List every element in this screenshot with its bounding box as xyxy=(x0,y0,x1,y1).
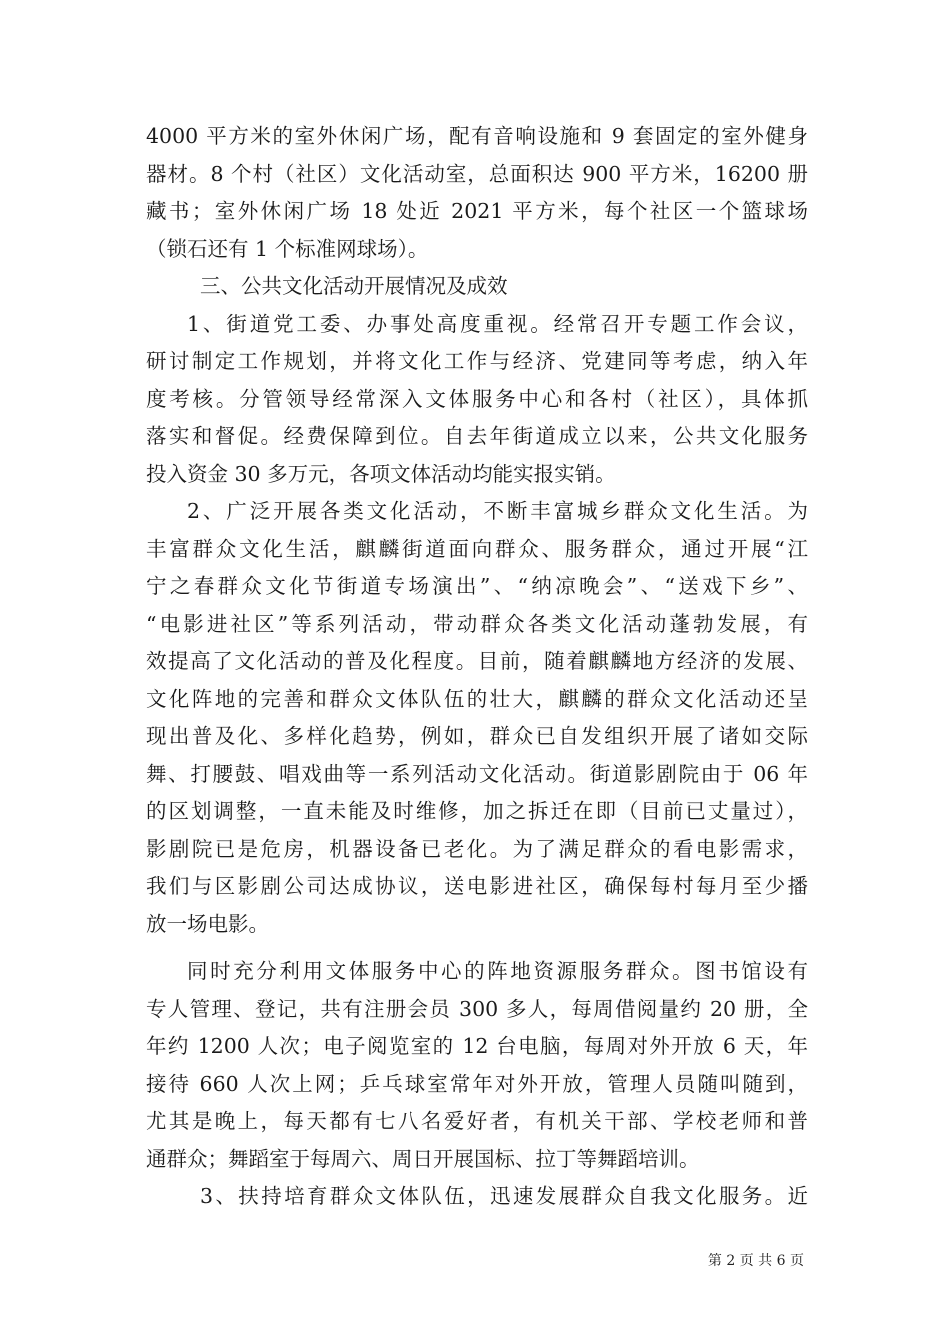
text-line: 度考核。分管领导经常深入文体服务中心和各村（社区），具体抓 xyxy=(146,386,808,411)
text-line: 投入资金 30 多万元，各项文体活动均能实报实销。 xyxy=(146,461,616,486)
text-line: 宁之春群众文化节街道专场演出”、“纳凉晚会”、“送戏下乡”、 xyxy=(146,574,808,598)
text-line: 的区划调整，一直未能及时维修，加之拆迁在即（目前已丈量过）， xyxy=(146,799,808,823)
text-line: 舞、打腰鼓、唱戏曲等一系列活动文化活动。街道影剧院由于 06 年 xyxy=(146,761,808,786)
text-line: 丰富群众文化生活，麒麟街道面向群众、服务群众，通过开展“江 xyxy=(146,536,808,561)
text-line: 效提高了文化活动的普及化程度。目前，随着麒麟地方经济的发展、 xyxy=(146,649,808,673)
section-heading: 三、公共文化活动开展情况及成效 xyxy=(200,274,508,298)
text-line: 接待 660 人次上网；乒乓球室常年对外开放，管理人员随叫随到， xyxy=(146,1071,808,1096)
text-line: 现出普及化、多样化趋势，例如，群众已自发组织开展了诸如交际 xyxy=(146,724,808,748)
text-line: 研讨制定工作规划，并将文化工作与经济、党建同等考虑，纳入年 xyxy=(146,349,808,373)
page-number: 第 2 页 共 6 页 xyxy=(707,1253,804,1269)
text-line: 器材。8 个村（社区）文化活动室，总面积达 900 平方米，16200 册 xyxy=(146,161,808,186)
text-line: 落实和督促。经费保障到位。自去年街道成立以来，公共文化服务 xyxy=(146,424,808,448)
text-line: 通群众；舞蹈室于每周六、周日开展国标、拉丁等舞蹈培训。 xyxy=(146,1146,700,1171)
text-line: 影剧院已是危房，机器设备已老化。为了满足群众的看电影需求， xyxy=(146,836,808,861)
text-line: “电影进社区”等系列活动，带动群众各类文化活动蓬勃发展，有 xyxy=(146,611,808,636)
document-body xyxy=(146,118,808,1216)
text-line: 专人管理、登记，共有注册会员 300 多人，每周借阅量约 20 册，全 xyxy=(146,996,808,1021)
text-line: 藏书；室外休闲广场 18 处近 2021 平方米，每个社区一个篮球场 xyxy=(146,199,808,223)
text-line: 4000 平方米的室外休闲广场，配有音响设施和 9 套固定的室外健身 xyxy=(146,124,808,148)
text-line: 文化阵地的完善和群众文体队伍的壮大，麒麟的群众文化活动还呈 xyxy=(146,686,808,711)
text-line: 放一场电影。 xyxy=(146,911,269,936)
text-line: 尤其是晚上，每天都有七八名爱好者，有机关干部、学校老师和普 xyxy=(146,1109,808,1133)
text-line: 同时充分利用文体服务中心的阵地资源服务群众。图书馆设有 xyxy=(187,959,808,983)
text-line: （锁石还有 1 个标准网球场）。 xyxy=(146,236,429,261)
text-line: 年约 1200 人次；电子阅览室的 12 台电脑，每周对外开放 6 天，年 xyxy=(146,1034,808,1058)
text-line: 3、扶持培育群众文体队伍，迅速发展群众自我文化服务。近 xyxy=(200,1184,808,1208)
text-line: 我们与区影剧公司达成协议，送电影进社区，确保每村每月至少播 xyxy=(146,874,808,898)
text-line: 1、街道党工委、办事处高度重视。经常召开专题工作会议， xyxy=(187,311,808,336)
text-line: 2、广泛开展各类文化活动，不断丰富城乡群众文化生活。为 xyxy=(187,499,808,523)
